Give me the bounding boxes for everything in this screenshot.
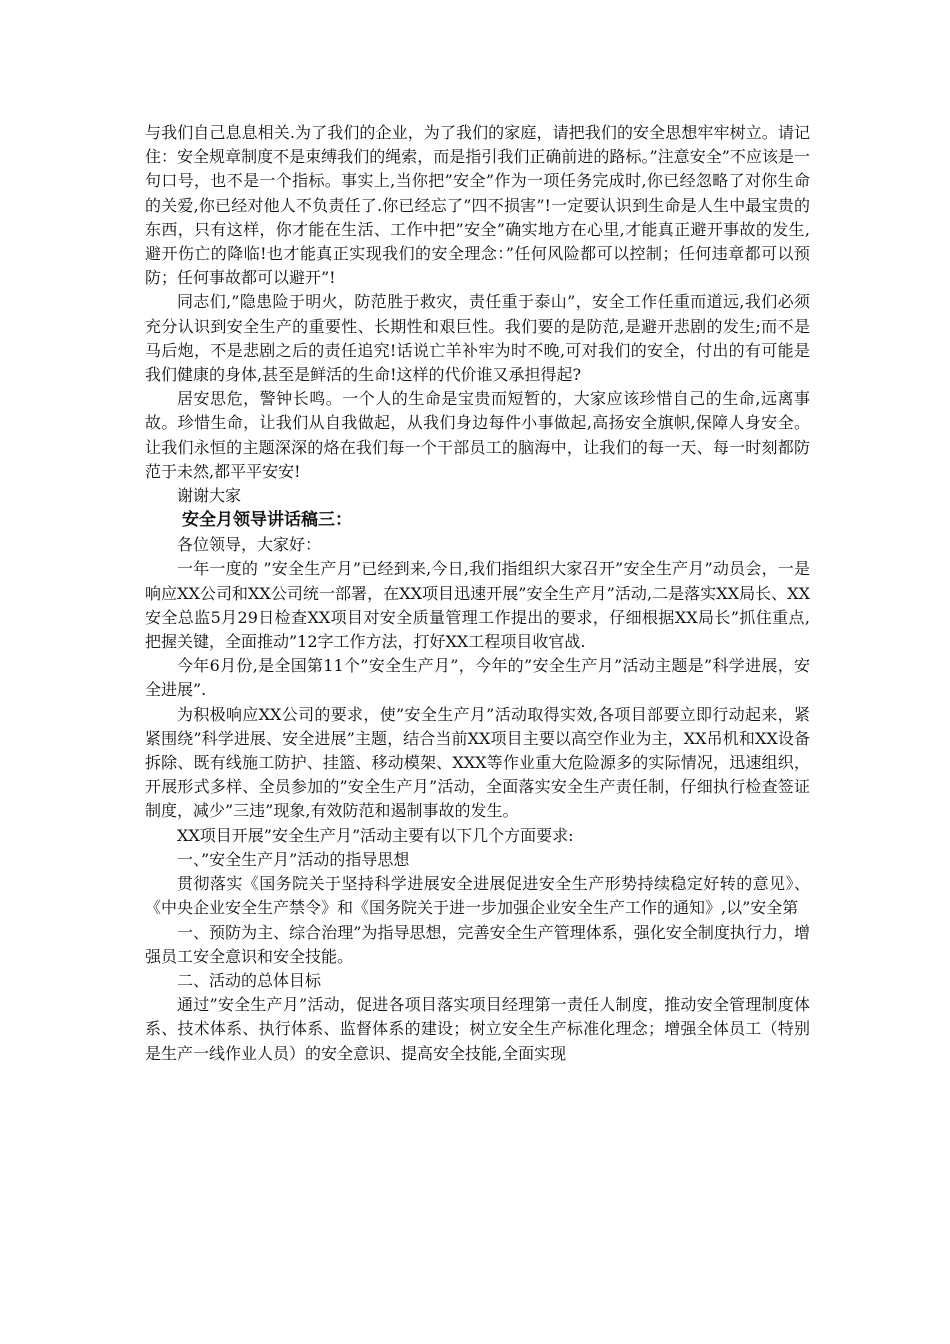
- paragraph: 通过”安全生产月”活动，促进各项目落实项目经理第一责任人制度，推动安全管理制度体系、技术体系、执行体系、监督体系的建设；树立安全生产标准化理念；增强全体员工（特别是生产一线作业人员）的安全意识、提高安全技能,全面实现: [145, 995, 810, 1063]
- section-heading: 安全月领导讲话稿三：: [182, 510, 352, 531]
- paragraph: 与我们自己息息相关.为了我们的企业，为了我们的家庭，请把我们的安全思想牢牢树立。请记住：安全规章制度不是束缚我们的绳索，而是指引我们正确前进的路标。”注意安全”不应该是一句口号，也不是一个指标。事实上,当你把”安全”作为一项任务完成时,你已经忽略了对你生命的关爱,你已经对他人不负责任了.你已经忘了”四不损害”!一定要认识到生命是人生中最宝贵的东西，只有这样，你才能在生活、工作中把”安全”确实地方在心里,才能真正避开事故的发生,避开伤亡的降临!也才能真正实现我们的安全理念：”任何风险都可以控制；任何违章都可以预防；任何事故都可以避开”!: [145, 123, 810, 288]
- document-page: [145, 121, 810, 1066]
- paragraph: 一、”安全生产月”活动的指导思想: [177, 849, 410, 869]
- paragraph: 今年6月份,是全国第11个”安全生产月”，今年的”安全生产月”活动主题是”科学进展，安全进展”.: [145, 656, 810, 700]
- paragraph: 谢谢大家: [177, 486, 242, 506]
- paragraph: 二、活动的总体目标: [177, 970, 322, 990]
- paragraph: 一年一度的 ”安全生产月”已经到来,今日,我们指组织大家召开”安全生产月”动员会，一是响应XX公司和XX公司统一部署，在XX项目迅速开展”安全生产月”活动,二是落实XX局长、XX安全总监5月29日检查XX项目对安全质量管理工作提出的要求，仔细根据XX局长”抓住重点,把握关键，全面推动”12字工作方法，打好XX工程项目收官战.: [145, 559, 810, 652]
- paragraph: 居安思危，警钟长鸣。一个人的生命是宝贵而短暂的，大家应该珍惜自己的生命,远离事故。珍惜生命，让我们从自我做起，从我们身边每件小事做起,高扬安全旗帜,保障人身安全。让我们永恒的主题深深的烙在我们每一个干部员工的脑海中，让我们的每一天、每一时刻都防范于未然,都平平安安!: [145, 389, 810, 481]
- paragraph: 贯彻落实《国务院关于坚持科学进展安全进展促进安全生产形势持续稳定好转的意见》、《中央企业安全生产禁令》和《国务院关于进一步加强企业安全生产工作的通知》,以”安全第: [145, 874, 810, 918]
- paragraph: 同志们,”隐患险于明火，防范胜于救灾，责任重于泰山”，安全工作任重而道远,我们必须充分认识到安全生产的重要性、长期性和艰巨性。我们要的是防范,是避开悲剧的发生;而不是马后炮，不是悲剧之后的责任追究!话说亡羊补牢为时不晚,可对我们的安全，付出的有可能是我们健康的身体,甚至是鲜活的生命!这样的代价谁又承担得起?: [145, 292, 810, 385]
- paragraph: 为积极响应XX公司的要求，使”安全生产月”活动取得实效,各项目部要立即行动起来，紧紧围绕”科学进展、安全进展”主题，结合当前XX项目主要以高空作业为主，XX吊机和XX设备拆除、既有线施工防护、挂篮、移动模架、XXX等作业重大危险源多的实际情况，迅速组织，开展形式多样、全员参加的”安全生产月”活动，全面落实安全生产责任制，仔细执行检查签证制度，减少”三违”现象,有效防范和遏制事故的发生。: [145, 704, 810, 821]
- paragraph: XX项目开展”安全生产月”活动主要有以下几个方面要求:: [177, 825, 574, 845]
- paragraph: 各位领导，大家好：: [177, 535, 322, 555]
- paragraph: 一、预防为主、综合治理”为指导思想，完善安全生产管理体系，强化安全制度执行力，增强员工安全意识和安全技能。: [145, 922, 810, 966]
